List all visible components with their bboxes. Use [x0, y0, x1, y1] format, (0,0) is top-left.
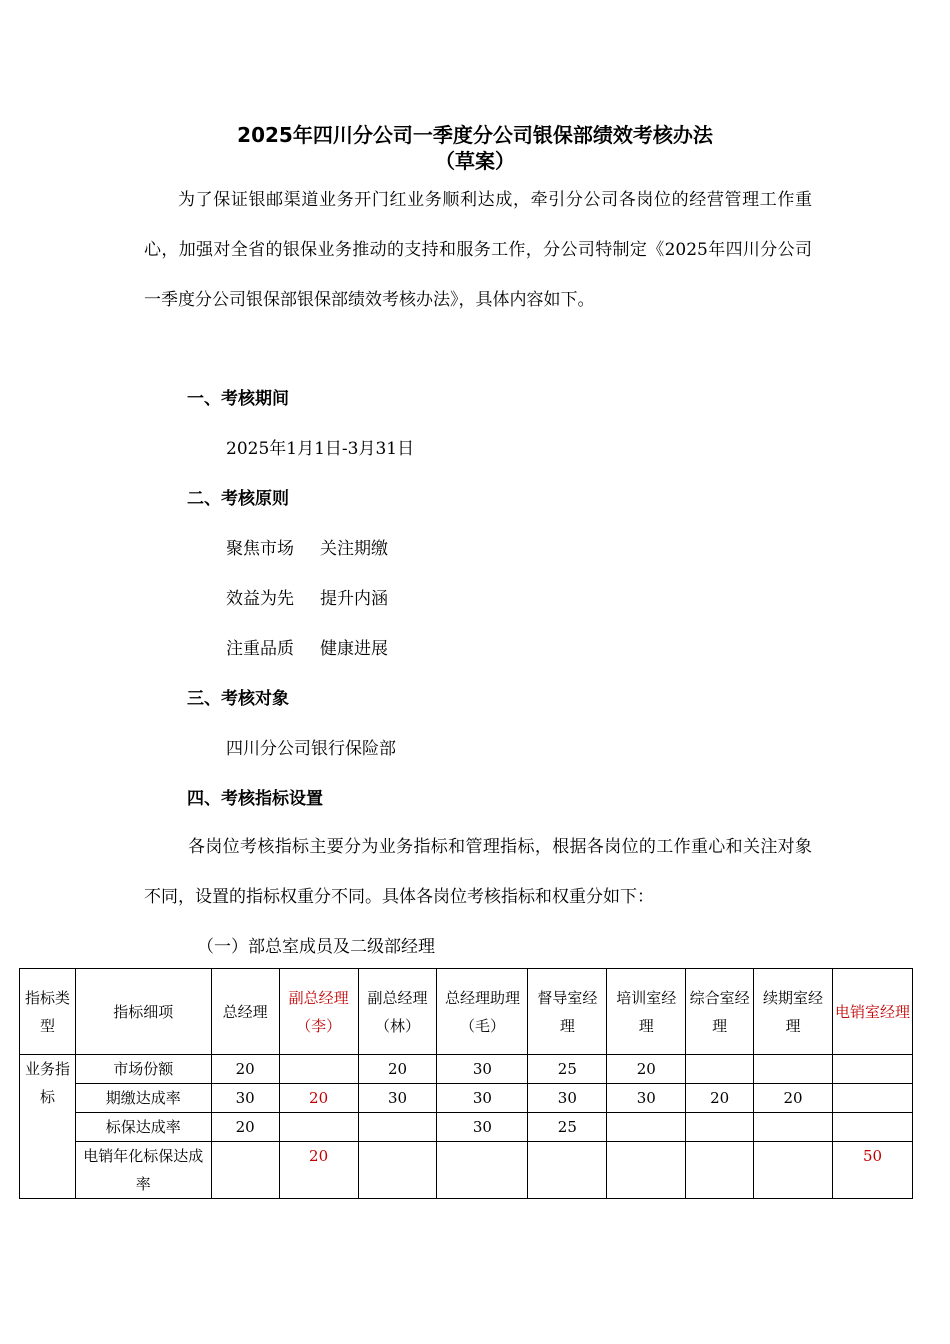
section3-heading: 三、考核对象	[187, 689, 289, 709]
table-row	[20, 1084, 913, 1113]
value-cell	[832, 1084, 912, 1113]
value-cell: 30	[358, 1084, 437, 1113]
value-cell: 20	[686, 1084, 754, 1113]
header-cell: 督导室经理	[528, 969, 607, 1055]
item-cell: 电销年化标保达成率	[75, 1142, 211, 1199]
table-row	[20, 1142, 913, 1199]
value-cell	[686, 1055, 754, 1084]
header-cell: 综合室经理	[686, 969, 754, 1055]
value-cell: 30	[437, 1113, 528, 1142]
value-cell: 20	[358, 1055, 437, 1084]
principle-b: 健康进展	[320, 639, 388, 659]
value-cell	[211, 1142, 279, 1199]
value-cell	[754, 1055, 833, 1084]
assessment-table	[19, 968, 913, 1199]
value-cell	[358, 1113, 437, 1142]
table-row	[20, 1113, 913, 1142]
item-cell: 期缴达成率	[75, 1084, 211, 1113]
header-cell: 总经理助理（毛）	[437, 969, 528, 1055]
header-cell: 副总经理（李）	[279, 969, 358, 1055]
header-cell: 电销室经理	[832, 969, 912, 1055]
principle-row	[226, 536, 388, 562]
value-cell	[607, 1142, 686, 1199]
value-cell	[686, 1113, 754, 1142]
table-header-row	[20, 969, 913, 1055]
value-cell: 30	[437, 1084, 528, 1113]
value-cell: 20	[607, 1055, 686, 1084]
value-cell: 20	[754, 1084, 833, 1113]
section4-heading: 四、考核指标设置	[187, 789, 323, 809]
value-cell: 30	[607, 1084, 686, 1113]
value-cell	[437, 1142, 528, 1199]
section2-heading: 二、考核原则	[187, 489, 289, 509]
principle-a: 效益为先	[226, 589, 294, 609]
section3-text: 四川分公司银行保险部	[226, 739, 396, 759]
header-cell: 指标类型	[20, 969, 76, 1055]
section1-heading: 一、考核期间	[187, 389, 289, 409]
header-cell: 培训室经理	[607, 969, 686, 1055]
intro-paragraph: 为了保证银邮渠道业务开门红业务顺利达成，牵引分公司各岗位的经营管理工作重心，加强对全省的银保业务推动的支持和服务工作，分公司特制定《2025年四川分公司一季度分公司银保部银保部绩效考核办法》，具体内容如下。	[144, 190, 812, 310]
section4-subheading: （一）部总室成员及二级部经理	[197, 937, 435, 957]
item-cell: 标保达成率	[75, 1113, 211, 1142]
value-cell: 25	[528, 1113, 607, 1142]
value-cell: 25	[528, 1055, 607, 1084]
value-cell: 30	[528, 1084, 607, 1113]
category-cell: 业务指标	[20, 1055, 76, 1199]
value-cell	[607, 1113, 686, 1142]
value-cell: 20	[279, 1084, 358, 1113]
principle-a: 注重品质	[226, 639, 294, 659]
section1-text: 2025年1月1日-3月31日	[226, 439, 415, 459]
value-cell: 30	[437, 1055, 528, 1084]
principle-b: 提升内涵	[320, 589, 388, 609]
header-cell: 副总经理（林）	[358, 969, 437, 1055]
value-cell	[279, 1113, 358, 1142]
section4-text: 各岗位考核指标主要分为业务指标和管理指标，根据各岗位的工作重心和关注对象不同，设置的指标权重分不同。具体各岗位考核指标和权重分如下：	[144, 837, 812, 907]
value-cell	[528, 1142, 607, 1199]
value-cell	[832, 1055, 912, 1084]
document-subtitle: （草案）	[435, 149, 515, 173]
table-row	[20, 1055, 913, 1084]
principle-a: 聚焦市场	[226, 539, 294, 559]
principle-row	[226, 636, 388, 662]
value-cell: 30	[211, 1084, 279, 1113]
value-cell	[358, 1142, 437, 1199]
item-cell: 市场份额	[75, 1055, 211, 1084]
value-cell: 20	[211, 1113, 279, 1142]
value-cell	[832, 1113, 912, 1142]
value-cell	[754, 1113, 833, 1142]
value-cell: 20	[211, 1055, 279, 1084]
value-cell: 50	[832, 1142, 912, 1199]
principle-b: 关注期缴	[320, 539, 388, 559]
document-title: 2025年四川分公司一季度分公司银保部绩效考核办法	[237, 123, 713, 147]
principle-row	[226, 586, 388, 612]
value-cell	[754, 1142, 833, 1199]
header-cell: 指标细项	[75, 969, 211, 1055]
value-cell	[279, 1055, 358, 1084]
header-cell: 续期室经理	[754, 969, 833, 1055]
header-cell: 总经理	[211, 969, 279, 1055]
value-cell	[686, 1142, 754, 1199]
value-cell: 20	[279, 1142, 358, 1199]
